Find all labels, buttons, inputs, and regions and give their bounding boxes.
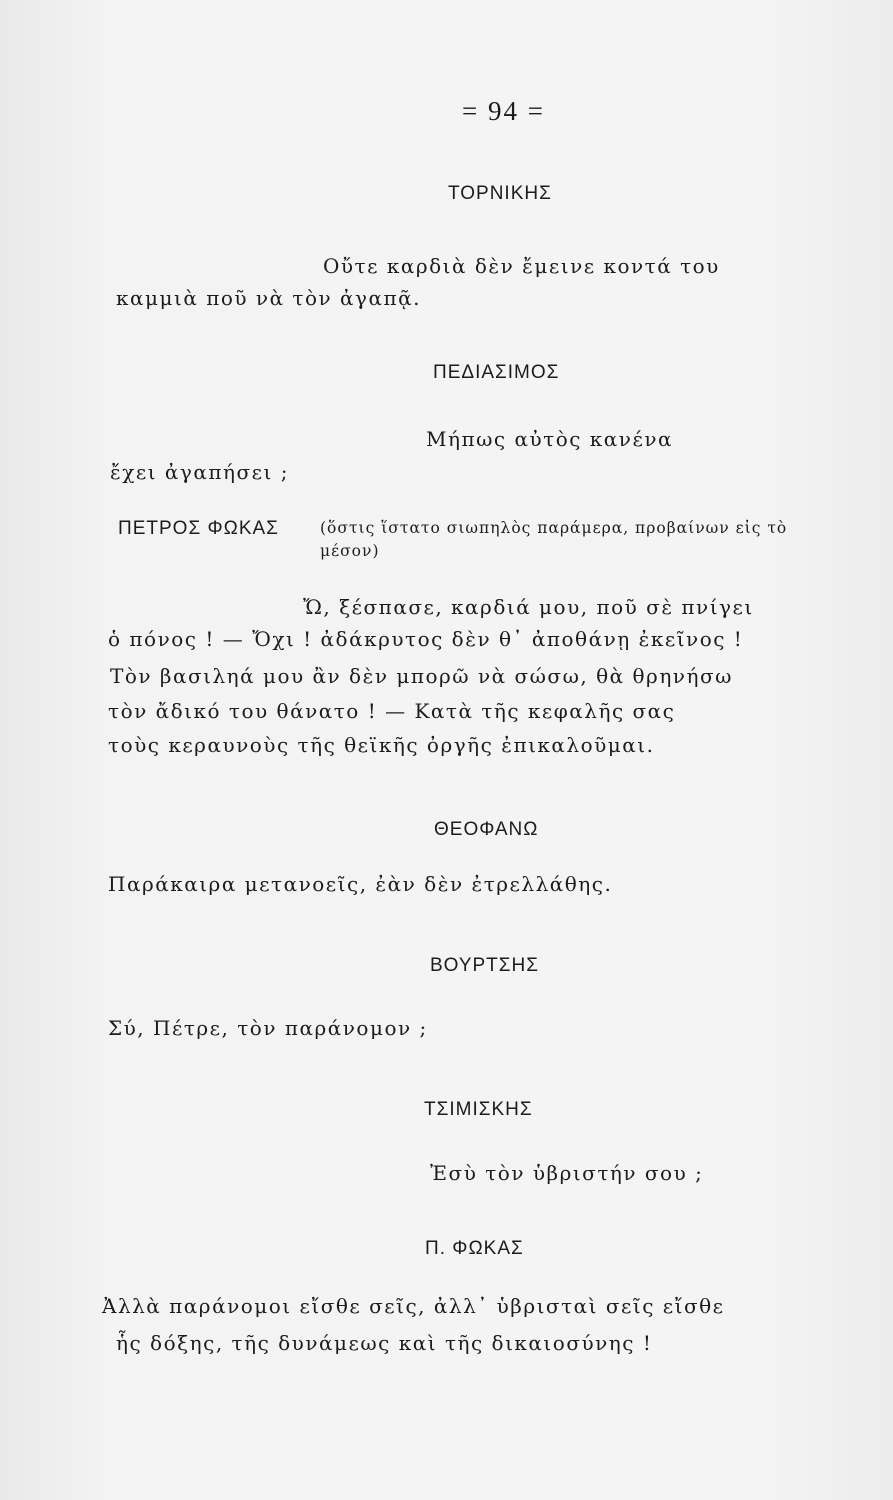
verse-line: τὸν ἄδικό του θάνατο ! — Κατὰ τῆς κεφαλῆς σας — [108, 699, 676, 723]
verse-line: ἧς δόξης, τῆς δυνάμεως καὶ τῆς δικαιοσύνης ! — [116, 1331, 653, 1355]
verse-line: Οὔτε καρδιὰ δὲν ἔμεινε κοντά του — [323, 254, 720, 278]
speaker-name: ΠΕΤΡΟΣ ΦΩΚΑΣ — [118, 518, 279, 539]
verse-line: Παράκαιρα μετανοεῖς, ἐὰν δὲν ἐτρελλάθης. — [108, 872, 613, 896]
verse-line: ὁ πόνος ! — Ὄχι ! ἀδάκρυτος δὲν θ᾽ ἀποθάνῃ ἐκεῖνος ! — [108, 627, 744, 651]
verse-line: Τὸν βασιληά μου ἂν δὲν μπορῶ νὰ σώσω, θὰ θρηνήσω — [110, 664, 733, 688]
verse-line: Ἐσὺ τὸν ὑβριστήν σου ; — [430, 1161, 704, 1185]
speaker-name: ΤΟΡΝΙΚΗΣ — [448, 183, 552, 204]
verse-line: καμμιὰ ποῦ νὰ τὸν ἀγαπᾷ. — [116, 286, 422, 310]
speaker-name: ΘΕΟΦΑΝΩ — [434, 819, 539, 840]
verse-line: Ὤ, ξέσπασε, καρδιά μου, ποῦ σὲ πνίγει — [303, 595, 754, 619]
verse-line: Σύ, Πέτρε, τὸν παράνομον ; — [108, 1016, 428, 1040]
verse-line: τοὺς κεραυνοὺς τῆς θεϊκῆς ὀργῆς ἐπικαλοῦμαι. — [108, 733, 655, 757]
verse-line: Ἀλλὰ παράνομοι εἴσθε σεῖς, ἀλλ᾽ ὑβρισταὶ σεῖς εἴσθε — [102, 1294, 725, 1318]
speaker-name: ΠΕΔΙΑΣΙΜΟΣ — [433, 362, 560, 383]
verse-line: ἔχει ἀγαπήσει ; — [110, 460, 289, 484]
verse-line: Μήπως αὐτὸς κανένα — [426, 427, 673, 451]
speaker-name: Π. ΦΩΚΑΣ — [425, 1238, 524, 1259]
page-number: = 94 = — [462, 96, 545, 126]
stage-direction: (ὅστις ἵστατο σιωπηλὸς παράμερα, προβαίνων εἰς τὸ — [320, 519, 788, 537]
speaker-name: ΒΟΥΡΤΣΗΣ — [430, 955, 540, 976]
speaker-name: ΤΣΙΜΙΣΚΗΣ — [424, 1099, 533, 1120]
stage-direction: μέσον) — [320, 542, 380, 560]
